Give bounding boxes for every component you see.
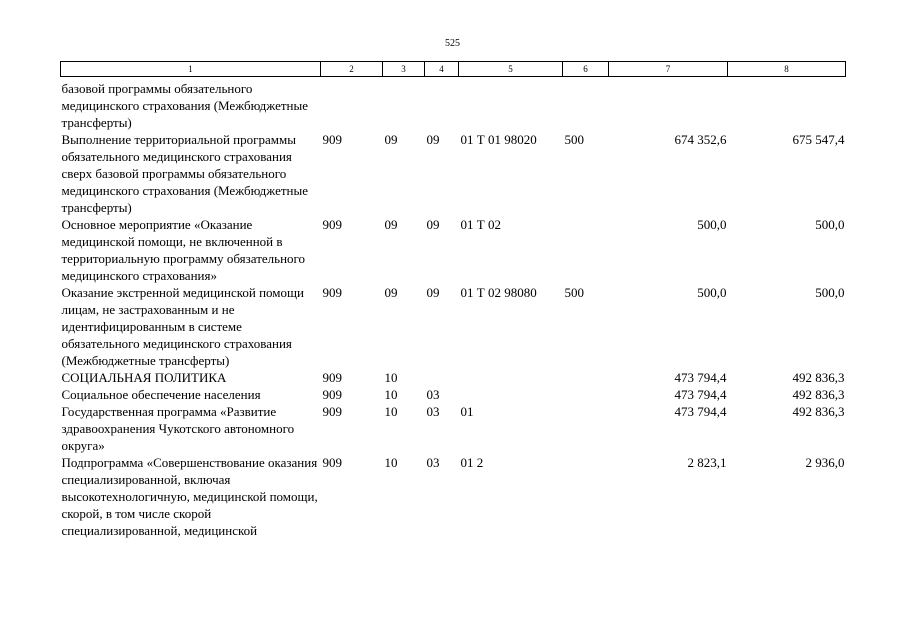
row-ministry-code: 909 — [322, 132, 342, 147]
row-ministry-code: 909 — [322, 387, 342, 402]
row-name: Оказание экстренной медицинской помощи лицам, не застрахованным и не идентифицированным в системе обязательного медицинского страхования (Межбюджетные трансферты) — [61, 285, 304, 368]
row-name: СОЦИАЛЬНАЯ ПОЛИТИКА — [61, 370, 227, 385]
row-name: Основное мероприятие «Оказание медицинской помощи, не включенной в территориальную программу обязательного медицинского страхования» — [61, 217, 306, 283]
row-amount-year1: 473 794,4 — [674, 370, 727, 385]
column-header: 5 — [459, 62, 563, 77]
row-target-article: 01 Т 02 — [460, 217, 501, 232]
row-subsection-code: 03 — [426, 387, 440, 402]
column-header: 8 — [728, 62, 846, 77]
row-ministry-code: 909 — [322, 404, 342, 419]
row-target-article: 01 — [460, 404, 474, 419]
row-amount-year2: 492 836,3 — [792, 370, 845, 385]
column-header: 7 — [609, 62, 728, 77]
row-target-article — [459, 369, 563, 386]
row-target-article — [459, 386, 563, 403]
row-target-article: 01 Т 02 98080 — [460, 285, 537, 300]
row-ministry-code: 909 — [322, 285, 342, 300]
row-expense-type — [563, 216, 609, 284]
column-header: 2 — [321, 62, 383, 77]
column-header: 3 — [383, 62, 425, 77]
row-section-code: 09 — [384, 217, 398, 232]
row-section-code: 09 — [384, 132, 398, 147]
row-subsection-code: 03 — [426, 455, 440, 470]
table-row — [61, 454, 846, 539]
row-amount-year2: 500,0 — [815, 285, 845, 300]
column-header: 6 — [563, 62, 609, 77]
table-row — [61, 131, 846, 216]
row-subsection-code — [425, 80, 459, 131]
row-amount-year1: 500,0 — [697, 217, 727, 232]
budget-table — [60, 61, 846, 539]
row-expense-type — [563, 454, 609, 539]
column-header: 1 — [61, 62, 321, 77]
row-expense-type: 500 — [564, 285, 584, 300]
row-name: Социальное обеспечение населения — [61, 387, 261, 402]
row-ministry-code: 909 — [322, 370, 342, 385]
row-expense-type — [563, 80, 609, 131]
row-subsection-code: 09 — [426, 217, 440, 232]
row-amount-year1: 473 794,4 — [674, 387, 727, 402]
row-section-code: 10 — [384, 387, 398, 402]
row-amount-year2: 2 936,0 — [805, 455, 845, 470]
table-row — [61, 216, 846, 284]
row-ministry-code: 909 — [322, 217, 342, 232]
row-expense-type — [563, 403, 609, 454]
column-number-header — [61, 62, 846, 77]
table-row — [61, 284, 846, 369]
row-ministry-code: 909 — [322, 455, 342, 470]
page-number: 525 — [445, 38, 460, 49]
row-name: Подпрограмма «Совершенствование оказания специализированной, включая высокотехнологичную, медицинской помощи, скорой, в том числе скорой специализированной, медицинской — [61, 455, 318, 538]
row-expense-type: 500 — [564, 132, 584, 147]
table-row — [61, 80, 846, 131]
table-row — [61, 369, 846, 386]
row-section-code: 09 — [384, 285, 398, 300]
row-amount-year2: 500,0 — [815, 217, 845, 232]
table-row — [61, 386, 846, 403]
row-subsection-code: 09 — [426, 285, 440, 300]
row-target-article: 01 Т 01 98020 — [460, 132, 537, 147]
row-amount-year1: 473 794,4 — [674, 404, 727, 419]
row-target-article: 01 2 — [460, 455, 484, 470]
row-target-article — [459, 80, 563, 131]
row-amount-year1 — [609, 80, 728, 131]
column-header: 4 — [425, 62, 459, 77]
row-section-code — [383, 80, 425, 131]
row-subsection-code: 03 — [426, 404, 440, 419]
row-amount-year1: 674 352,6 — [674, 132, 727, 147]
row-amount-year1: 500,0 — [697, 285, 727, 300]
row-section-code: 10 — [384, 455, 398, 470]
row-expense-type — [563, 386, 609, 403]
row-section-code: 10 — [384, 404, 398, 419]
row-subsection-code: 09 — [426, 132, 440, 147]
row-ministry-code — [321, 80, 383, 131]
row-name: Выполнение территориальной программы обязательного медицинского страхования сверх базовой программы обязательного медицинского страхования (Межбюджетные трансферты) — [61, 132, 309, 215]
row-name: базовой программы обязательного медицинского страхования (Межбюджетные трансферты) — [61, 81, 309, 130]
row-name: Государственная программа «Развитие здравоохранения Чукотского автономного округа» — [61, 404, 295, 453]
row-amount-year2 — [728, 80, 846, 131]
row-amount-year1: 2 823,1 — [687, 455, 727, 470]
row-subsection-code — [425, 369, 459, 386]
row-expense-type — [563, 369, 609, 386]
row-amount-year2: 492 836,3 — [792, 404, 845, 419]
table-row — [61, 403, 846, 454]
row-section-code: 10 — [384, 370, 398, 385]
row-amount-year2: 492 836,3 — [792, 387, 845, 402]
row-amount-year2: 675 547,4 — [792, 132, 845, 147]
